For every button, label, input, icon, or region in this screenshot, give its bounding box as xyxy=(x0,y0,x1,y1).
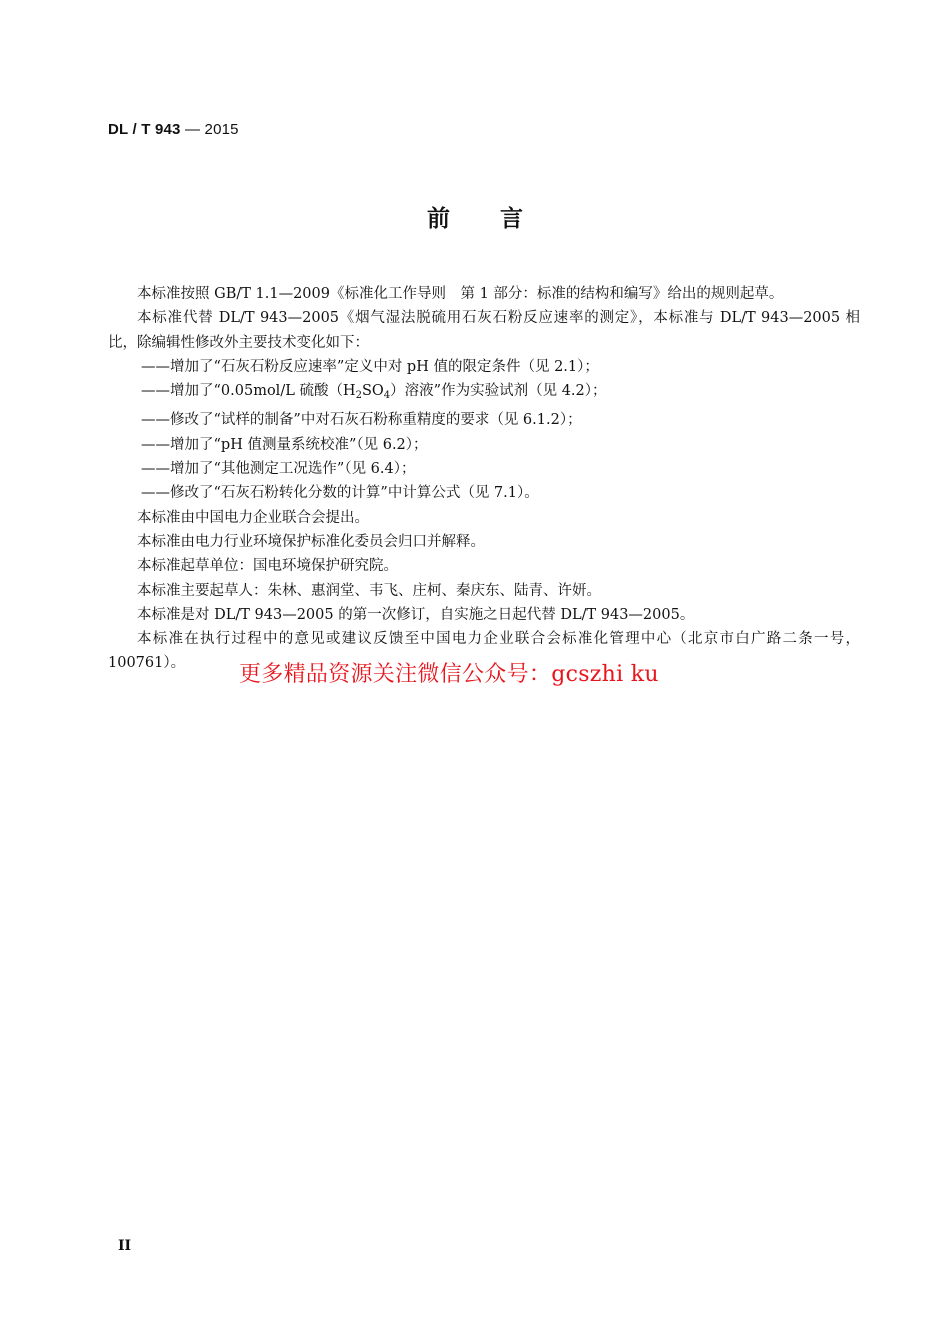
page-number: II xyxy=(118,1238,132,1254)
watermark-text: 更多精品资源关注微信公众号：gcszhi ku xyxy=(239,662,659,687)
change-item-5: ——增加了“其他测定工况选作”（见 6.4）； xyxy=(141,461,416,478)
foreword-body xyxy=(108,282,860,676)
subscript-4: 4 xyxy=(383,390,391,402)
paragraph-proposer: 本标准由中国电力企业联合会提出。 xyxy=(137,509,369,526)
change-item-1: ——增加了“石灰石粉反应速率”定义中对 pH 值的限定条件（见 2.1）； xyxy=(141,358,599,375)
standard-code-header xyxy=(108,121,239,138)
standard-year: — 2015 xyxy=(180,121,239,138)
change-item-2-part-b: SO xyxy=(361,383,384,400)
paragraph-responsible-committee: 本标准由电力行业环境保护标准化委员会归口并解释。 xyxy=(137,533,485,550)
change-item-4: ——增加了“pH 值测量系统校准”（见 6.2）； xyxy=(141,436,428,453)
paragraph-feedback: 本标准在执行过程中的意见或建议反馈至中国电力企业联合会标准化管理中心（北京市白广路二条一号，100761）。 xyxy=(108,631,860,672)
change-item-6: ——修改了“石灰石粉转化分数的计算”中计算公式（见 7.1）。 xyxy=(141,485,539,502)
paragraph-replacement: 本标准代替 DL/T 943—2005《烟气湿法脱硫用石灰石粉反应速率的测定》，本标准与 DL/T 943—2005 相比，除编辑性修改外主要技术变化如下： xyxy=(108,310,860,351)
standard-code: DL / T 943 xyxy=(108,121,181,138)
paragraph-drafting-unit: 本标准起草单位：国电环境保护研究院。 xyxy=(137,558,398,575)
subscript-2: 2 xyxy=(355,390,362,402)
paragraph-revision: 本标准是对 DL/T 943—2005 的第一次修订，自实施之日起代替 DL/T 943—2005。 xyxy=(137,606,695,623)
paragraph-drafters: 本标准主要起草人：朱林、惠润堂、韦飞、庄柯、秦庆东、陆青、许妍。 xyxy=(137,582,601,599)
change-item-2-part-c: ）溶液”作为实验试剂（见 4.2）； xyxy=(390,383,607,400)
paragraph-drafting-rules: 本标准按照 GB/T 1.1—2009《标准化工作导则 第 1 部分：标准的结构和编写》给出的规则起草。 xyxy=(137,286,784,302)
page-title: 前言 xyxy=(427,206,573,232)
change-item-2-part-a: ——增加了“0.05mol/L 硫酸（H xyxy=(141,383,356,400)
change-item-3: ——修改了“试样的制备”中对石灰石粉称重精度的要求（见 6.1.2）； xyxy=(141,412,582,429)
change-item-2 xyxy=(108,379,860,408)
